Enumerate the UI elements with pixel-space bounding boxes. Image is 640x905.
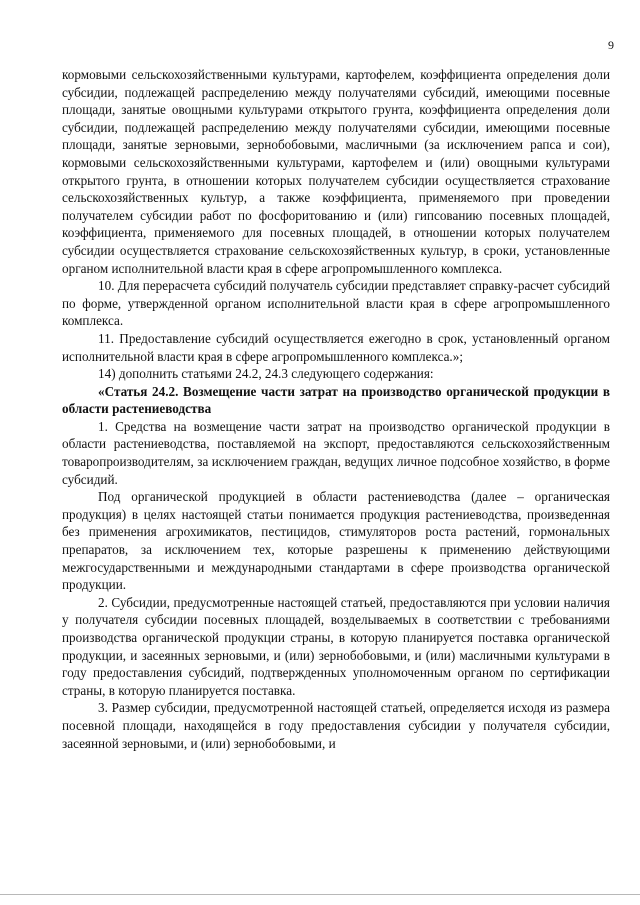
paragraph-item-11: 11. Предоставление субсидий осуществляется ежегодно в срок, установленный органом исполнительной власти края в сфере агропромышленного комплекса.»;: [62, 330, 610, 364]
footer-rule: [0, 894, 640, 905]
page-number: 9: [608, 38, 614, 52]
paragraph-amendment-14: 14) дополнить статьями 24.2, 24.3 следующего содержания:: [98, 366, 434, 382]
article-heading: «Статья 24.2. Возмещение части затрат на производство органической продукции в области растениеводства: [62, 383, 610, 417]
paragraph-clause-2: 2. Субсидии, предусмотренные настоящей статьей, предоставляются при условии наличия у получателя субсидии посевных площадей, возделываемых в соответствии с требованиями производства органической продукции страны, в которую планируется поставка органической продукции, и засеянных зерновыми, и (или) зернобобовыми, и (или) масличными культурами в году предоставления субсидий, подтвержденных уполномоченным органом по сертификации страны, в которую планируется поставка.: [62, 594, 610, 698]
paragraph-continuation: кормовыми сельскохозяйственными культурами, картофелем, коэффициента определения доли субсидии, подлежащей распределению между получателями субсидий, имеющими посевные площади, занятые овощными культурами открытого грунта, коэффициента определения доли субсидии, подлежащей распределению между получателями субсидии, имеющими посевные площади, занятые зерновыми, зернобобовыми, масличными (за исключением рапса и сои), кормовыми сельскохозяйственными культурами, картофелем и (или) овощными культурами открытого грунта, в отношении которых получателем субсидии осуществляется страхование сельскохозяйственных культур, а также коэффициента, применяемого при проведении получателем субсидии работ по фосфоритованию и (или) гипсованию посевных площадей, коэффициента, применяемого для посевных площадей, в отношении которых получателем субсидии осуществляется страхование сельскохозяйственных культур, в сроки, установленные органом исполнительной власти края в сфере агропромышленного комплекса.: [62, 67, 610, 276]
paragraph-definition: Под органической продукцией в области растениеводства (далее – органическая продукция) в целях настоящей статьи понимается продукция растениеводства, произведенная без применения агрохимикатов, пестицидов, стимуляторов роста растений, гормональных препаратов, за исключением тех, которые разрешены к применению действующими межгосударственными и международными стандартами в сфере производства органической продукции.: [62, 489, 610, 593]
paragraph-clause-3: 3. Размер субсидии, предусмотренной настоящей статьей, определяется исходя из размера посевной площади, находящейся в году предоставления субсидии у получателя субсидии, засеянной зерновыми, и (или) зернобобовыми, и: [62, 700, 610, 751]
paragraph-item-10: 10. Для перерасчета субсидий получатель субсидии представляет справку-расчет субсидий по форме, утвержденной органом исполнительной власти края в сфере агропромышленного комплекса.: [62, 278, 610, 329]
paragraph-clause-1: 1. Средства на возмещение части затрат на производство органической продукции в области растениеводства, поставляемой на экспорт, предоставляются сельскохозяйственным товаропроизводителям, за исключением граждан, ведущих личное подсобное хозяйство, в форме субсидий.: [62, 418, 610, 487]
document-body: [62, 66, 610, 752]
